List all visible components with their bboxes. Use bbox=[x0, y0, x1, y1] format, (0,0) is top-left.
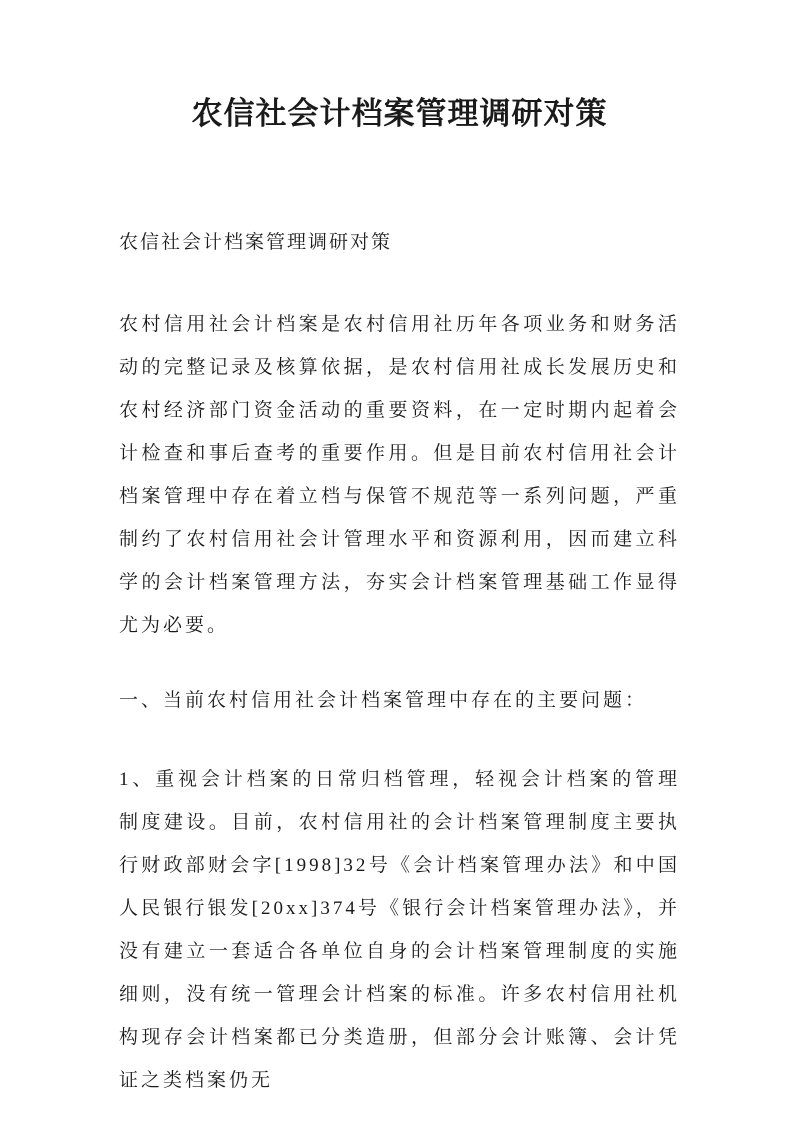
section1-item1-paragraph: 1、重视会计档案的日常归档管理，轻视会计档案的管理制度建设。目前，农村信用社的会计档案管理制度主要执行财政部财会字[1998]32号《会计档案管理办法》和中国人民银行银发[20xx]374号《银行会计档案管理办法》，并没有建立一套适合各单位自身的会计档案管理制度的实施细则，没有统一管理会计档案的标准。许多农村信用社机构现存会计档案都已分类造册，但部分会计账簿、会计凭证之类档案仍无 bbox=[119, 769, 680, 1091]
document-title: 农信社会计档案管理调研对策 bbox=[191, 96, 608, 131]
section-heading-1: 一、当前农村信用社会计档案管理中存在的主要问题： bbox=[119, 690, 648, 711]
document-subtitle: 农信社会计档案管理调研对策 bbox=[119, 232, 393, 253]
intro-paragraph: 农村信用社会计档案是农村信用社历年各项业务和财务活动的完整记录及核算依据，是农村信用社成长发展历史和农村经济部门资金活动的重要资料，在一定时期内起着会计检查和事后查考的重要作用。但是目前农村信用社会计档案管理中存在着立档与保管不规范等一系列问题，严重制约了农村信用社会计管理水平和资源利用，因而建立科学的会计档案管理方法，夯实会计档案管理基础工作显得尤为必要。 bbox=[119, 314, 680, 636]
